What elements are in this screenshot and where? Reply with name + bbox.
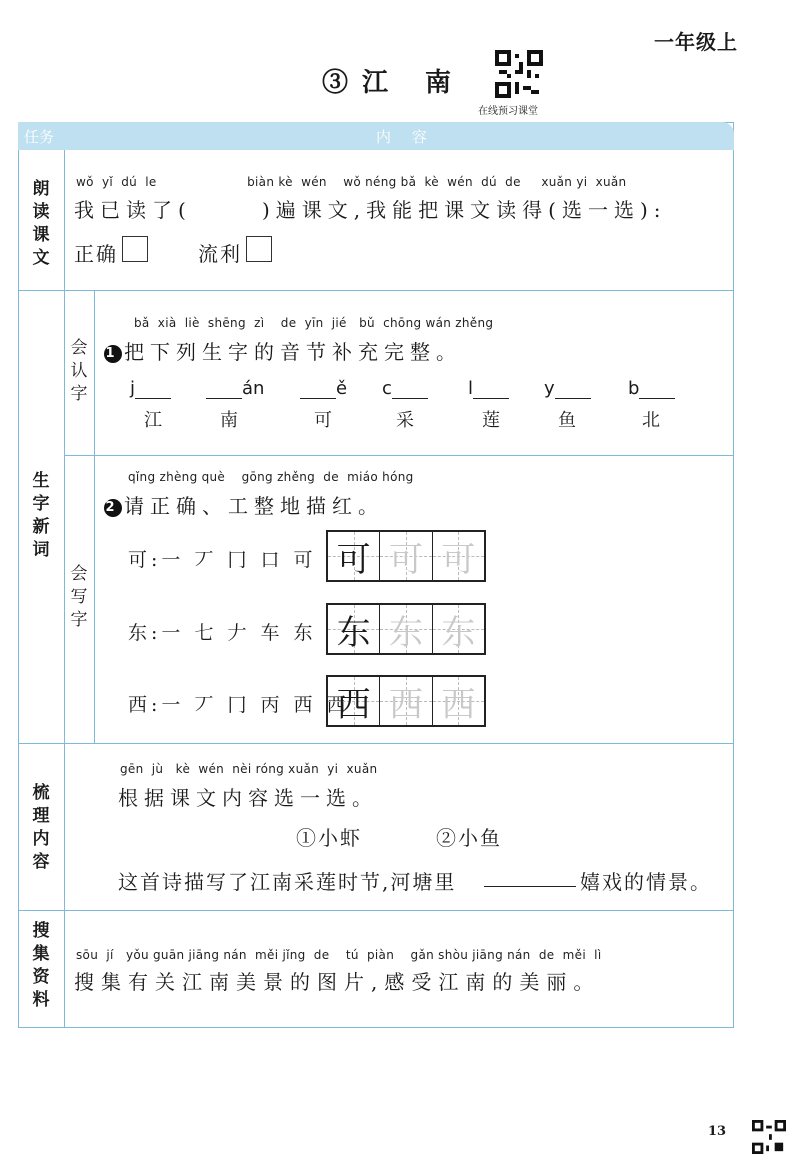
write-instruction-text: 请正确、工整地描红。 — [124, 494, 384, 518]
qr-code-icon[interactable] — [495, 50, 543, 98]
pinyin-blank[interactable] — [382, 378, 428, 399]
lesson-title: ③江 南 — [322, 68, 466, 98]
trace-char: 西 — [441, 684, 476, 725]
sort-answer-blank[interactable] — [484, 886, 576, 887]
tracing-cell[interactable] — [433, 677, 484, 725]
target-character: 莲 — [482, 410, 500, 431]
model-char: 可 — [336, 539, 371, 580]
fill-line[interactable] — [392, 380, 428, 399]
tracing-cell[interactable] — [328, 605, 380, 653]
header-content: 内 容 — [376, 128, 435, 146]
sort-instruction: 根据课文内容选一选。 — [118, 786, 378, 810]
read-pinyin: wǒ yǐ dú le biàn kè wén wǒ néng bǎ kè wén dú de xuǎn yi xuǎn — [76, 175, 627, 189]
fill-line[interactable] — [135, 380, 171, 399]
model-char: 西 — [336, 684, 371, 725]
tracing-cell[interactable] — [328, 532, 380, 580]
write-instruction — [104, 490, 384, 519]
section-words-label: 生字新词 — [32, 471, 50, 560]
number-badge: 1 — [105, 346, 121, 361]
collect-pinyin: sōu jí yǒu guān jiāng nán měi jǐng de tú piàn gǎn shòu jiāng nán de měi lì — [76, 948, 602, 962]
stroke-order-xi: 西:一 丆 冂 丙 西 西 — [128, 694, 350, 716]
pinyin-given: y — [544, 378, 555, 399]
section-sort-label: 梳理内容 — [32, 783, 50, 872]
tracing-cell[interactable] — [433, 532, 484, 580]
model-char: 东 — [336, 612, 371, 653]
know-pinyin: bǎ xià liè shēng zì de yīn jié bǔ chōng wán zhěng — [134, 316, 494, 330]
qr-label: 在线预习课堂 — [478, 106, 538, 117]
trace-char: 西 — [388, 684, 423, 725]
tracing-cell[interactable] — [380, 605, 432, 653]
read-text-1: 我已读了( — [74, 198, 192, 222]
trace-char: 可 — [388, 539, 423, 580]
read-text-2: )遍课文,我能把课文读得(选一选): — [262, 198, 667, 222]
pinyin-given: b — [628, 378, 640, 399]
page-number: 13 — [708, 1124, 727, 1139]
option-fluent-checkbox[interactable] — [246, 236, 272, 262]
know-instruction-text: 把下列生字的音节补充完整。 — [124, 340, 462, 364]
tracing-cell[interactable] — [380, 677, 432, 725]
option-correct-checkbox[interactable] — [122, 236, 148, 262]
sort-option-1[interactable]: ①小虾 — [296, 826, 362, 850]
header-task: 任务 — [24, 128, 55, 146]
grade-label: 一年级上 — [654, 30, 738, 54]
number-badge: 2 — [105, 500, 121, 515]
sort-sentence-1: 这首诗描写了江南采莲时节,河塘里 — [118, 870, 457, 894]
option-fluent-label: 流利 — [198, 242, 242, 266]
tracing-grid-dong[interactable] — [326, 603, 486, 655]
tracing-grid-ke[interactable] — [326, 530, 486, 582]
qr-code-icon[interactable] — [752, 1120, 786, 1154]
pinyin-blank[interactable] — [628, 378, 675, 399]
pinyin-given: c — [382, 378, 392, 399]
trace-char: 可 — [441, 539, 476, 580]
fill-line[interactable] — [206, 380, 242, 399]
section-know-label: 会认字 — [70, 338, 88, 404]
option-correct-label: 正确 — [74, 242, 118, 266]
fill-line[interactable] — [555, 380, 591, 399]
column-divider — [64, 150, 65, 1028]
subcolumn-divider — [94, 290, 95, 743]
pinyin-blank[interactable] — [468, 378, 509, 399]
pinyin-blank[interactable] — [206, 378, 264, 399]
pinyin-given: l — [468, 378, 474, 399]
section-write-label: 会写字 — [70, 564, 88, 630]
pinyin-blank[interactable] — [130, 378, 171, 399]
trace-char: 东 — [441, 612, 476, 653]
section-read-label: 朗读课文 — [32, 179, 50, 268]
pinyin-given: án — [242, 378, 265, 399]
write-pinyin: qǐng zhèng què gōng zhěng de miáo hóng — [128, 470, 414, 484]
sort-sentence-2: 嬉戏的情景。 — [580, 870, 712, 894]
target-character: 南 — [220, 410, 238, 431]
tracing-cell[interactable] — [380, 532, 432, 580]
tracing-cell[interactable] — [328, 677, 380, 725]
stroke-order-ke: 可:一 丆 冂 口 可 — [128, 549, 317, 571]
target-character: 北 — [642, 410, 660, 431]
target-character: 采 — [396, 410, 414, 431]
fill-line[interactable] — [639, 380, 675, 399]
target-character: 可 — [314, 410, 332, 431]
pinyin-blank[interactable] — [544, 378, 591, 399]
table-header — [18, 122, 734, 150]
section-collect-label: 搜集资料 — [32, 921, 50, 1010]
trace-char: 东 — [388, 612, 423, 653]
tracing-cell[interactable] — [433, 605, 484, 653]
fill-line[interactable] — [473, 380, 509, 399]
tracing-grid-xi[interactable] — [326, 675, 486, 727]
pinyin-blank[interactable] — [300, 378, 347, 399]
pinyin-given: ě — [336, 378, 348, 399]
know-instruction — [104, 336, 462, 365]
target-character: 鱼 — [558, 410, 576, 431]
target-character: 江 — [144, 410, 162, 431]
row-divider — [18, 743, 734, 744]
row-divider — [18, 290, 734, 291]
stroke-order-dong: 东:一 七 𠂇 车 东 — [128, 622, 317, 644]
pinyin-given: j — [130, 378, 136, 399]
sort-option-2[interactable]: ②小鱼 — [436, 826, 502, 850]
sort-pinyin: gēn jù kè wén nèi róng xuǎn yi xuǎn — [120, 762, 378, 776]
fill-line[interactable] — [300, 380, 336, 399]
row-divider — [64, 455, 734, 456]
row-divider — [18, 910, 734, 911]
collect-text: 搜集有关江南美景的图片,感受江南的美丽。 — [74, 970, 601, 994]
